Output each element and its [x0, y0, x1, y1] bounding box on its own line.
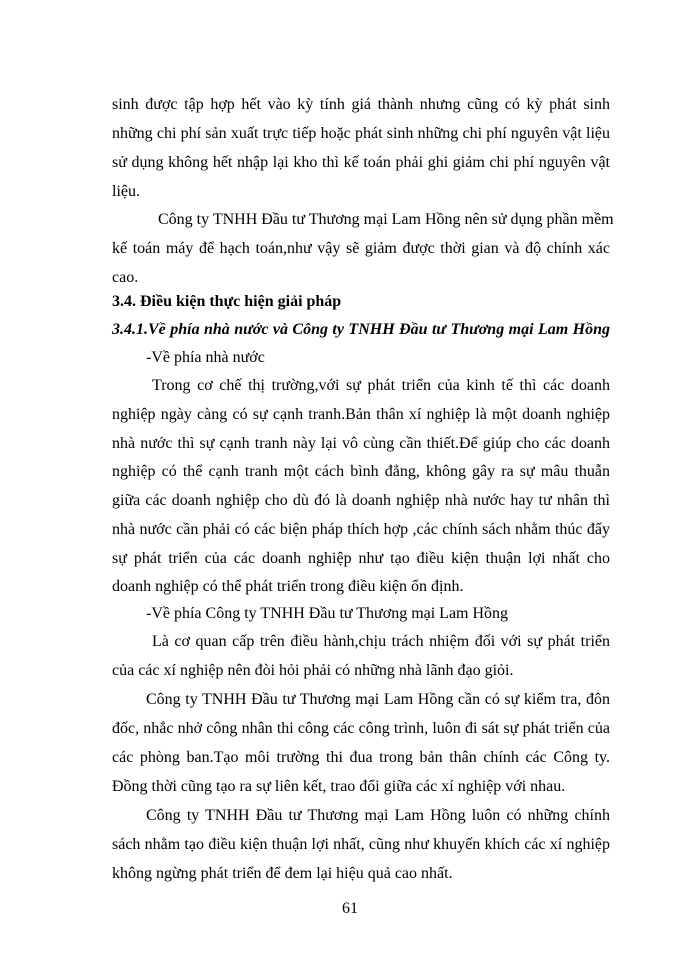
paragraph-line: Đồng thời cũng tạo ra sự liên kết, trao đổi giữa các xí nghiệp với nhau. — [112, 778, 566, 795]
paragraph-line: kế toán máy để hạch toán,như vậy sẽ giảm được thời gian và độ chính xác — [112, 240, 610, 257]
subsection-label: -Về phía Công ty TNHH Đầu tư Thương mại Lam Hồng — [146, 605, 509, 622]
paragraph-line: sinh được tập hợp hết vào kỳ tính giá thành nhưng cũng có kỳ phát sinh — [112, 96, 610, 113]
paragraph-line: Trong cơ chế thị trường,với sự phát triển của kinh tế thì các doanh — [152, 377, 610, 394]
paragraph-line: liệu. — [112, 183, 140, 200]
paragraph-line: của các xí nghiệp nên đòi hỏi phải có những nhà lãnh đạo giỏi. — [112, 662, 514, 679]
paragraph-line: những chi phí sản xuất trực tiếp hoặc phát sinh những chi phí nguyên vật liệu — [112, 125, 610, 142]
paragraph-line: nhà nước thì sự cạnh tranh này lại vô cùng cần thiết.Để giúp cho các doanh — [112, 435, 610, 452]
subsection-heading: 3.4.1.Về phía nhà nước và Công ty TNHH Đầu tư Thương mại Lam Hồng — [112, 321, 610, 338]
paragraph-line: sử dụng không hết nhập lại kho thì kế toán phải ghi giảm chi phí nguyên vật — [112, 154, 610, 171]
paragraph-line: giữa các doanh nghiệp cho dù đó là doanh nghiệp nhà nước hay tư nhân thì — [112, 492, 610, 509]
subsection-label: -Về phía nhà nước — [146, 349, 265, 366]
page-number: 61 — [342, 900, 358, 917]
paragraph-line: nghiệp có thể cạnh tranh một cách bình đẳng, không gây ra sự mâu thuẫn — [112, 463, 610, 480]
paragraph-line: đốc, nhắc nhở công nhân thi công các công trình, luôn đi sát sự phát triển của — [112, 720, 610, 737]
paragraph-line: sự phát triển của các doanh nghiệp như tạo điều kiện thuận lợi nhất cho — [112, 550, 610, 567]
paragraph-line: Công ty TNHH Đầu tư Thương mại Lam Hồng luôn có những chính — [146, 807, 610, 824]
section-heading: 3.4. Điều kiện thực hiện giải pháp — [112, 293, 342, 310]
paragraph-line: Công ty TNHH Đầu tư Thương mại Lam Hồng nên sử dụng phần mềm — [158, 211, 614, 228]
paragraph-line: cao. — [112, 269, 139, 286]
paragraph-line: không ngừng phát triển để đem lại hiệu quả cao nhất. — [112, 865, 453, 882]
paragraph-line: Công ty TNHH Đầu tư Thương mại Lam Hồng cần có sự kiểm tra, đôn — [146, 691, 610, 708]
paragraph-line: sách nhằm tạo điều kiện thuận lợi nhất, cũng như khuyến khích các xí nghiệp — [112, 836, 610, 853]
paragraph-line: các phòng ban.Tạo môi trường thi đua trong bản thân chính các Công ty. — [112, 749, 610, 766]
paragraph-line: Là cơ quan cấp trên điều hành,chịu trách nhiệm đối với sự phát triển — [152, 633, 610, 650]
paragraph-line: nghiệp ngày càng có sự cạnh tranh.Bản thân xí nghiệp là một doanh nghiệp — [112, 406, 610, 423]
paragraph-line: nhà nước cần phải có các biện pháp thích hợp ,các chính sách nhằm thúc đẩy — [112, 521, 610, 538]
paragraph-line: doanh nghiệp có thể phát triển trong điều kiện ổn định. — [112, 578, 464, 595]
